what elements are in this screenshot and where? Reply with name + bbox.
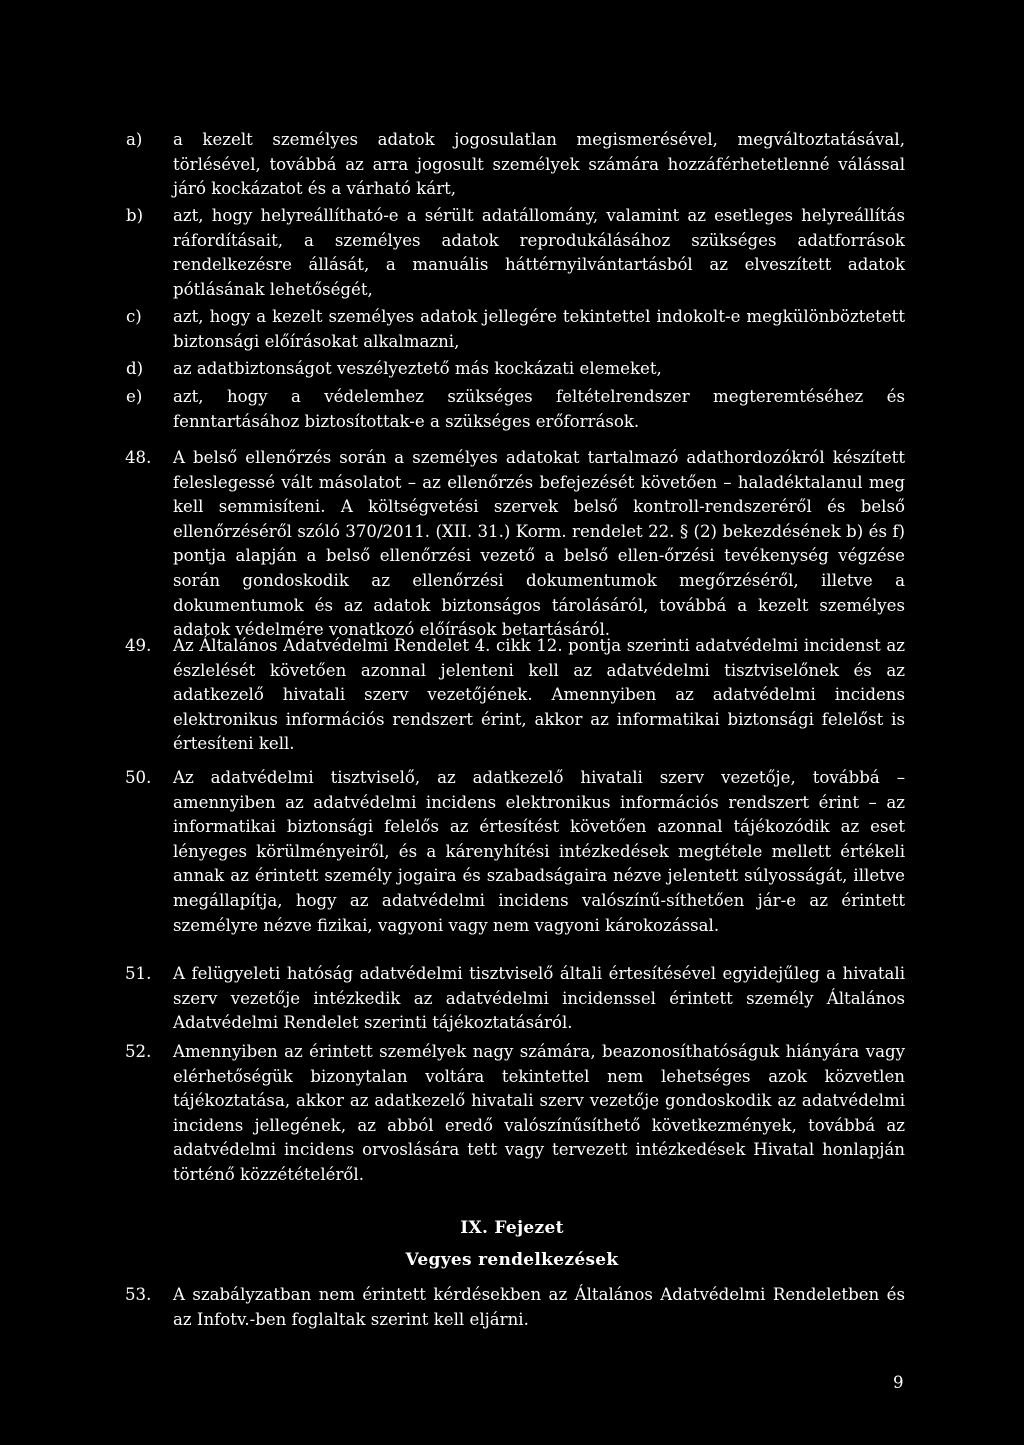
paragraph-text: Az Általános Adatvédelmi Rendelet 4. cikk 12. pontja szerinti adatvédelmi incidenst az észlelését követően azonnal jelenteni kell az adatvédelmi tisztviselőnek és az adatkezelő hivatali szerv vezetőjének. Amennyiben az adatvédelmi incidens elektronikus információs rendszert érint, akkor az informatikai biztonsági felelőst is értesíteni kell. bbox=[173, 636, 905, 754]
chapter-subtitle: Vegyes rendelkezések bbox=[405, 1250, 619, 1270]
paragraph-text: Az adatvédelmi tisztviselő, az adatkezelő hivatali szerv vezetője, továbbá – amennyiben az adatvédelmi incidens elektronikus információs rendszert érint – az informatikai biztonsági felelős az értesítést követően azonnal tájékozódik az eset lényeges körülményeiről, és a kárenyhítési intézkedések megtétele mellett értékeli annak az érintett személy jogaira és szabadságaira nézve jelentett súlyosságát, illetve megállapítja, hogy az adatvédelmi incidens valószínű-síthetően jár-e az érintett személyre nézve fizikai, vagyoni vagy nem vagyoni károkozással. bbox=[173, 768, 905, 935]
item-text: az adatbiztonságot veszélyeztető más kockázati elemeket, bbox=[173, 359, 662, 378]
item-text: a kezelt személyes adatok jogosulatlan megismerésével, megváltoztatásával, törlésével, továbbá az arra jogosult személyek számára hozzáférhetetlenné válással járó kockázatot és a várható kárt, bbox=[173, 130, 905, 199]
page-number: 9 bbox=[893, 1373, 904, 1392]
list-item-e bbox=[126, 385, 905, 434]
list-item-a bbox=[126, 128, 905, 202]
item-label: a) bbox=[126, 130, 143, 149]
list-item-b bbox=[126, 204, 905, 302]
paragraph-text: A belső ellenőrzés során a személyes adatokat tartalmazó adathordozókról készített feleslegessé vált másolatot – az ellenőrzés befejezését követően – haladéktalanul meg kell semmisíteni. A költségvetési szervek belső kontroll-rendszeréről és belső ellenőrzéséről szóló 370/2011. (XII. 31.) Korm. rendelet 22. § (2) bekezdésének b) és f) pontja alapján a belső ellenőrzési vezető a belső ellen-őrzési tevékenység végzése során gondoskodik az ellenőrzési dokumentumok megőrzéséről, illetve a dokumentumok és az adatok biztonságos tárolásáról, továbbá a kezelt személyes adatok védelmére vonatkozó előírások betartásáról. bbox=[173, 448, 905, 640]
paragraph-text: Amennyiben az érintett személyek nagy számára, beazonosíthatóságuk hiányára vagy elérhetőségük bizonytalan voltára tekintettel nem lehetséges azok közvetlen tájékoztatása, akkor az adatkezelő hivatali szerv vezetője gondoskodik az adatvédelmi incidens jellegének, az abból eredő valószínűsíthető következmények, továbbá az adatvédelmi incidens orvoslására tett vagy tervezett intézkedések Hivatal honlapján történő közzétételéről. bbox=[173, 1042, 905, 1184]
list-item-c bbox=[126, 305, 905, 354]
paragraph-number: 48. bbox=[125, 448, 152, 467]
paragraph-50 bbox=[125, 766, 905, 938]
paragraph-number: 51. bbox=[125, 964, 152, 983]
item-text: azt, hogy helyreállítható-e a sérült adatállomány, valamint az esetleges helyreállítás ráfordításait, a személyes adatok reprodukálásához szükséges adatforrások rendelkezésre állását, a manuális háttérnyilvántartásból az elveszített adatok pótlásának lehetőségét, bbox=[173, 206, 905, 299]
paragraph-51 bbox=[125, 962, 905, 1036]
item-label: c) bbox=[126, 307, 142, 326]
paragraph-text: A felügyeleti hatóság adatvédelmi tisztviselő általi értesítésével egyidejűleg a hivatali szerv vezetője intézkedik az adatvédelmi incidenssel érintett személy Általános Adatvédelmi Rendelet szerinti tájékoztatásáról. bbox=[173, 964, 905, 1033]
item-text: azt, hogy a védelemhez szükséges feltételrendszer megteremtéséhez és fenntartásához biztosítottak-e a szükséges erőforrások. bbox=[173, 387, 905, 431]
chapter-title: IX. Fejezet bbox=[460, 1218, 564, 1238]
paragraph-number: 50. bbox=[125, 768, 152, 787]
paragraph-53 bbox=[125, 1283, 905, 1332]
paragraph-48 bbox=[125, 446, 905, 643]
paragraph-49 bbox=[125, 634, 905, 757]
item-label: b) bbox=[126, 206, 144, 225]
paragraph-number: 49. bbox=[125, 636, 152, 655]
item-label: d) bbox=[126, 359, 144, 378]
paragraph-number: 52. bbox=[125, 1042, 152, 1061]
list-item-d bbox=[126, 357, 905, 382]
paragraph-52 bbox=[125, 1040, 905, 1188]
item-text: azt, hogy a kezelt személyes adatok jellegére tekintettel indokolt-e megkülönböztetett biztonsági előírásokat alkalmazni, bbox=[173, 307, 905, 351]
item-label: e) bbox=[126, 387, 143, 406]
paragraph-number: 53. bbox=[125, 1285, 152, 1304]
paragraph-text: A szabályzatban nem érintett kérdésekben az Általános Adatvédelmi Rendeletben és az Infotv.-ben foglaltak szerint kell eljárni. bbox=[173, 1285, 905, 1329]
